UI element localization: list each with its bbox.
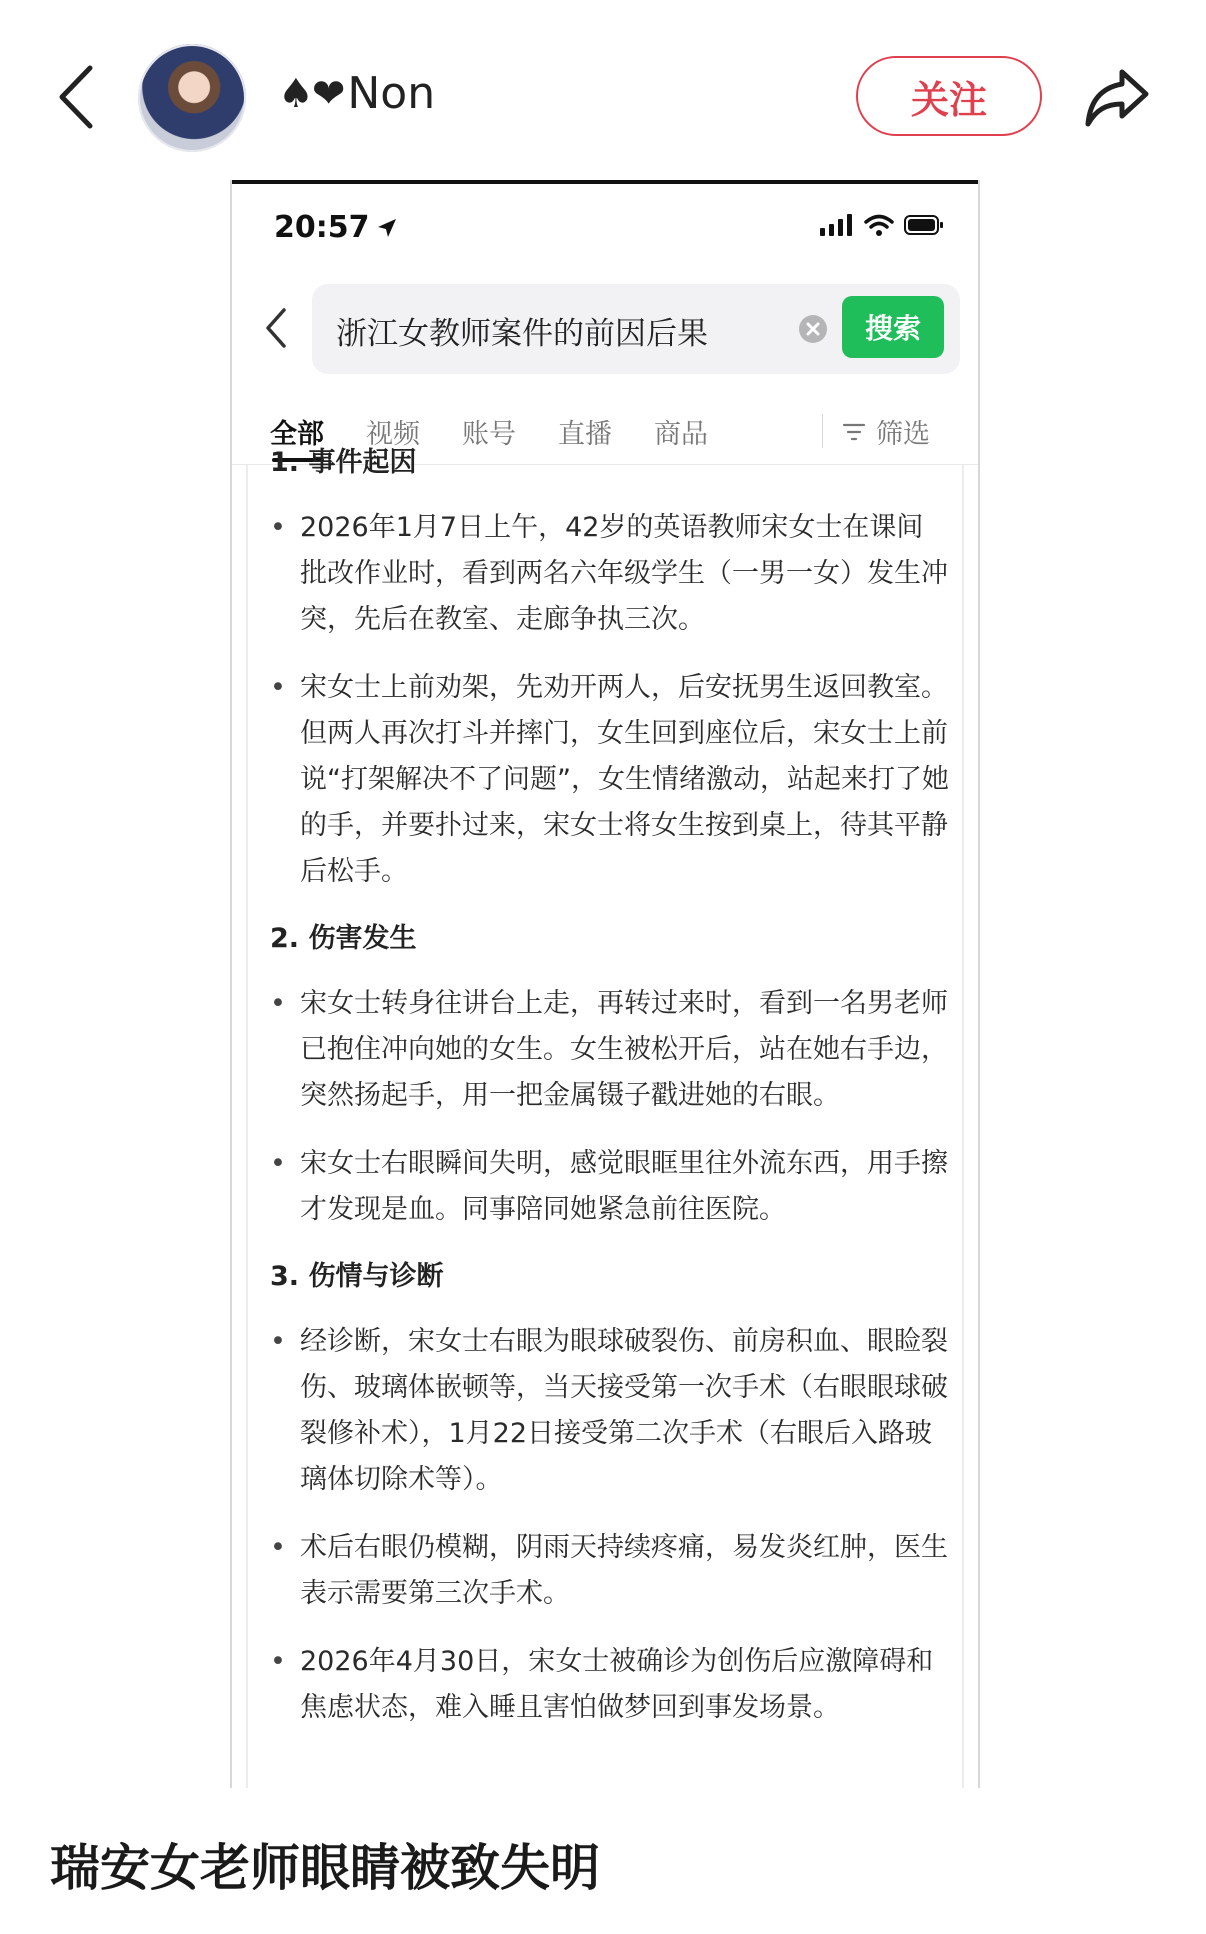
- post-title: 瑞安女老师眼睛被致失明: [50, 1839, 600, 1897]
- wifi-icon: [864, 214, 894, 236]
- clear-icon[interactable]: [798, 314, 828, 344]
- tab-live[interactable]: 直播: [558, 419, 612, 450]
- bullet-item: • 2026年1月7日上午，42岁的英语教师宋女士在课间批改作业时，看到两名六年级学生（一男一女）发生冲突，先后在教室、走廊争执三次。: [270, 505, 950, 643]
- section-heading: 2. 伤害发生: [270, 923, 417, 954]
- search-input[interactable]: [312, 284, 960, 374]
- bullet-item: • 术后右眼仍模糊，阴雨天持续疼痛，易发炎红肿，医生表示需要第三次手术。: [270, 1525, 950, 1617]
- post-header: [0, 0, 1206, 180]
- section-heading: 3. 伤情与诊断: [270, 1261, 444, 1292]
- status-time: 20:57: [274, 210, 398, 245]
- tab-goods[interactable]: 商品: [654, 419, 708, 450]
- username-text: Non: [347, 68, 436, 119]
- search-row: [232, 280, 978, 376]
- status-bar: [232, 180, 978, 270]
- tab-all[interactable]: 全部: [270, 419, 324, 450]
- bullet-item: • 2026年4月30日，宋女士被确诊为创伤后应激障碍和焦虑状态，难入睡且害怕做梦回到事发场景。: [270, 1639, 950, 1731]
- follow-button[interactable]: 关注: [856, 56, 1042, 136]
- status-icons: [820, 214, 944, 236]
- bullet-item: • 宋女士右眼瞬间失明，感觉眼眶里往外流东西，用手擦才发现是血。同事陪同她紧急前往医院。: [270, 1141, 950, 1233]
- tab-video[interactable]: 视频: [366, 419, 420, 450]
- answer-body: [270, 441, 950, 1753]
- avatar[interactable]: [138, 44, 246, 152]
- bullet-item: • 经诊断，宋女士右眼为眼球破裂伤、前房积血、眼睑裂伤、玻璃体嵌顿等，当天接受第一次手术（右眼眼球破裂修补术），1月22日接受第二次手术（右眼后入路玻璃体切除术等）。: [270, 1319, 950, 1503]
- filter-icon: [842, 422, 866, 442]
- battery-icon: [904, 214, 944, 236]
- back-arrow-icon[interactable]: [52, 62, 102, 132]
- tab-account[interactable]: 账号: [462, 419, 516, 450]
- bullet-item: • 宋女士转身往讲台上走，再转过来时，看到一名男老师已抱住冲向她的女生。女生被松开后，站在她右手边，突然扬起手，用一把金属镊子戳进她的右眼。: [270, 981, 950, 1119]
- location-arrow-icon: [376, 217, 398, 239]
- search-button[interactable]: 搜索: [842, 296, 944, 358]
- username[interactable]: [278, 68, 435, 119]
- signal-icon: [820, 214, 854, 236]
- ai-answer-content: [246, 447, 964, 1788]
- embedded-screenshot: [230, 180, 980, 1788]
- bullet-item: • 宋女士上前劝架，先劝开两人，后安抚男生返回教室。但两人再次打斗并摔门，女生回到座位后，宋女士上前说“打架解决不了问题”，女生情绪激动，站起来打了她的手，并要扑过来，宋女士将女生按到桌上，待其平静后松手。: [270, 665, 950, 895]
- search-back-icon[interactable]: [262, 306, 292, 350]
- username-suits: ♠❤: [278, 70, 344, 117]
- filter-label: 筛选: [876, 419, 930, 450]
- section-heading: 1. 事件起因: [270, 447, 417, 478]
- search-query: 浙江女教师案件的前因后果: [336, 316, 708, 352]
- share-icon[interactable]: [1082, 62, 1152, 132]
